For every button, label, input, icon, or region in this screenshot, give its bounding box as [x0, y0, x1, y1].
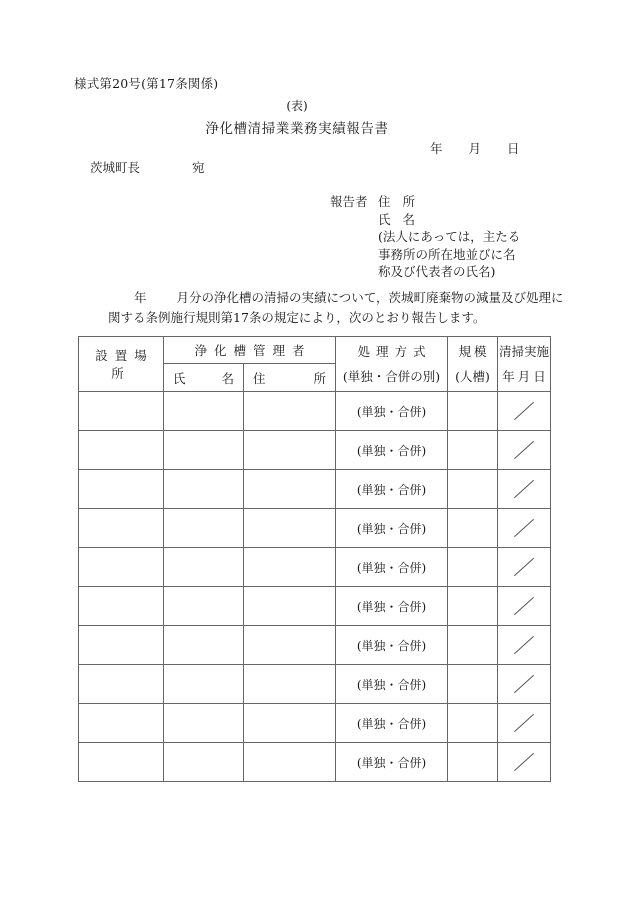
table-row [79, 704, 551, 743]
cell-scale[interactable] [448, 626, 498, 665]
cell-manager-name[interactable] [164, 626, 244, 665]
table-row [79, 509, 551, 548]
body-line-1-text: 月分の浄化槽の清掃の実績について，茨城町廃棄物の減量及び処理に [176, 290, 564, 305]
header-manager-name: 氏 名 [164, 364, 244, 392]
cell-manager-name[interactable] [164, 509, 244, 548]
body-line-2: 関する条例施行規則第17条の規定により，次のとおり報告します。 [108, 310, 486, 325]
cell-manager-name[interactable] [164, 704, 244, 743]
cell-cleaning-date[interactable] [498, 392, 551, 431]
cell-treatment-method[interactable]: (単独・合併) [336, 743, 448, 782]
header-cleaning-date: 清掃実施 年月日 [498, 337, 551, 392]
cell-manager-address[interactable] [244, 470, 336, 509]
cell-manager-address[interactable] [244, 626, 336, 665]
slash-icon [514, 441, 534, 459]
table-row [79, 743, 551, 782]
date-month-label: 月 [468, 141, 482, 156]
body-paragraph [108, 288, 564, 328]
cell-scale[interactable] [448, 431, 498, 470]
slash-icon [514, 480, 534, 498]
cell-manager-name[interactable] [164, 587, 244, 626]
cell-cleaning-date[interactable] [498, 743, 551, 782]
cell-treatment-method[interactable]: (単独・合併) [336, 509, 448, 548]
cell-install-place[interactable] [79, 509, 164, 548]
cell-scale[interactable] [448, 743, 498, 782]
slash-icon [514, 519, 534, 537]
table-row [79, 548, 551, 587]
cell-scale[interactable] [448, 470, 498, 509]
cell-install-place[interactable] [79, 704, 164, 743]
body-line-1 [108, 288, 564, 308]
reporter-name-label: 氏 名 [378, 211, 416, 227]
cell-scale[interactable] [448, 704, 498, 743]
cell-treatment-method[interactable]: (単独・合併) [336, 470, 448, 509]
reporter-address-label: 住 所 [378, 194, 416, 209]
cell-manager-address[interactable] [244, 392, 336, 431]
date-year-label: 年 [430, 141, 443, 156]
slash-icon [514, 636, 534, 654]
slash-icon [514, 402, 534, 420]
cell-cleaning-date[interactable] [498, 548, 551, 587]
table-row [79, 392, 551, 431]
body-year-label: 年 [134, 290, 147, 305]
reporter-label: 報告者 [330, 194, 368, 209]
date-line [430, 139, 520, 157]
slash-icon [514, 558, 534, 576]
cell-treatment-method[interactable]: (単独・合併) [336, 392, 448, 431]
cell-install-place[interactable] [79, 392, 164, 431]
cell-scale[interactable] [448, 665, 498, 704]
reporter-note-line-3: 称及び代表者の氏名) [378, 264, 496, 279]
header-treatment-method: 処理方式 (単独・合併の別) [336, 337, 448, 392]
cell-install-place[interactable] [79, 470, 164, 509]
report-table [78, 336, 551, 782]
addressee-office: 茨城町長 [90, 160, 141, 175]
date-day-label: 日 [507, 141, 520, 156]
header-install-place: 設置場所 [79, 337, 164, 392]
cell-manager-address[interactable] [244, 665, 336, 704]
reporter-name-row [330, 211, 520, 229]
table-row [79, 470, 551, 509]
cell-treatment-method[interactable]: (単独・合併) [336, 587, 448, 626]
slash-icon [514, 753, 534, 771]
cell-manager-name[interactable] [164, 431, 244, 470]
cell-manager-address[interactable] [244, 431, 336, 470]
cell-manager-address[interactable] [244, 587, 336, 626]
cell-cleaning-date[interactable] [498, 470, 551, 509]
cell-cleaning-date[interactable] [498, 509, 551, 548]
cell-treatment-method[interactable]: (単独・合併) [336, 665, 448, 704]
cell-treatment-method[interactable]: (単独・合併) [336, 548, 448, 587]
cell-manager-address[interactable] [244, 509, 336, 548]
cell-manager-name[interactable] [164, 392, 244, 431]
cell-manager-name[interactable] [164, 548, 244, 587]
addressee [90, 158, 205, 176]
table-body [79, 392, 551, 782]
reporter-note-line-2: 事務所の所在地並びに名 [378, 246, 516, 262]
table-row [79, 587, 551, 626]
form-number: 様式第20号(第17条関係) [74, 76, 219, 91]
cell-scale[interactable] [448, 509, 498, 548]
cell-install-place[interactable] [79, 626, 164, 665]
cell-cleaning-date[interactable] [498, 665, 551, 704]
cell-manager-address[interactable] [244, 704, 336, 743]
addressee-suffix: 宛 [192, 160, 205, 175]
reporter-address-row [330, 193, 520, 211]
cell-manager-name[interactable] [164, 743, 244, 782]
cell-install-place[interactable] [79, 665, 164, 704]
slash-icon [514, 714, 534, 732]
cell-scale[interactable] [448, 392, 498, 431]
slash-icon [514, 675, 534, 693]
cell-manager-name[interactable] [164, 470, 244, 509]
header-manager-group: 浄化槽管理者 [164, 337, 336, 364]
header-scale: 規模 (人槽) [448, 337, 498, 392]
cell-install-place[interactable] [79, 431, 164, 470]
cell-treatment-method[interactable]: (単独・合併) [336, 704, 448, 743]
cell-install-place[interactable] [79, 587, 164, 626]
cell-treatment-method[interactable]: (単独・合併) [336, 431, 448, 470]
cell-manager-address[interactable] [244, 548, 336, 587]
cell-cleaning-date[interactable] [498, 587, 551, 626]
cell-cleaning-date[interactable] [498, 431, 551, 470]
cell-install-place[interactable] [79, 548, 164, 587]
table-header [79, 337, 551, 392]
header-manager-address: 住 所 [244, 364, 336, 392]
reporter-block [330, 193, 520, 281]
cell-cleaning-date[interactable] [498, 626, 551, 665]
cell-install-place[interactable] [79, 743, 164, 782]
cell-scale[interactable] [448, 548, 498, 587]
slash-icon [514, 597, 534, 615]
reporter-note-line-1: (法人にあっては，主たる [378, 229, 521, 244]
table-row [79, 626, 551, 665]
cell-cleaning-date[interactable] [498, 704, 551, 743]
cell-manager-address[interactable] [244, 743, 336, 782]
cell-manager-name[interactable] [164, 665, 244, 704]
omote-marker: (表) [286, 99, 308, 113]
table-row [79, 431, 551, 470]
page-title: 浄化槽清掃業業務実績報告書 [205, 121, 389, 137]
cell-treatment-method[interactable]: (単独・合併) [336, 626, 448, 665]
table-row [79, 665, 551, 704]
cell-scale[interactable] [448, 587, 498, 626]
